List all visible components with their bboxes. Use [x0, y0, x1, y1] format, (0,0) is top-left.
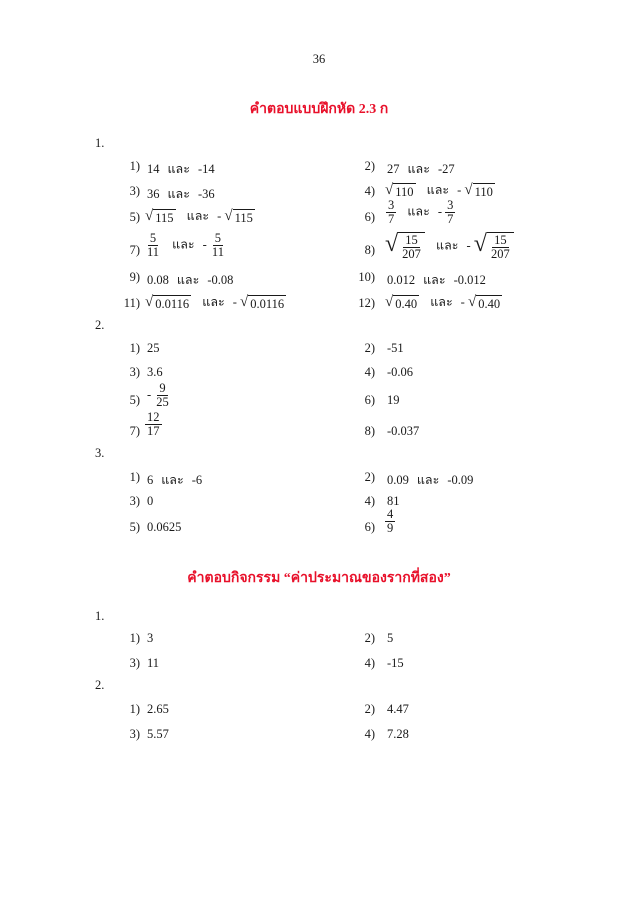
item-number: 2) [364, 470, 375, 484]
item-number: 3) [129, 365, 140, 379]
item-number: 9) [129, 270, 140, 284]
answer-value: √ 0.0116 และ - √ 0.0116 [145, 293, 285, 311]
answer-value: $\frac{3}{7}$ และ - $\frac{3}{7}$ [388, 198, 454, 227]
item-number: 2) [364, 159, 375, 173]
answer-value: √ 115 และ - √ 115 [145, 207, 253, 225]
item-number: 4) [364, 365, 375, 379]
square-root-sign: √ $\frac{15}{207}$ [385, 232, 425, 261]
item-number: 4) [364, 184, 375, 198]
answer-value: √ $\frac{15}{207}$ และ - √ $\frac{15}{207}$ [385, 232, 514, 261]
page-number: 36 [312, 52, 326, 66]
item-number: 10) [358, 270, 375, 284]
square-root-sign: √ 0.0116 [240, 293, 285, 311]
answer-value: 3 [147, 631, 154, 645]
item-number: 6) [364, 393, 375, 407]
answer-value: 0.0625 [147, 520, 182, 534]
question-label: 3. [95, 446, 105, 460]
answer-value: 6 และ -6 [147, 473, 203, 487]
item-number: 2) [364, 341, 375, 355]
item-number: 8) [364, 243, 375, 257]
item-number: 5) [129, 210, 140, 224]
item-number: 3) [129, 727, 140, 741]
section-title-activity: คำตอบกิจกรรม “ค่าประมาณของรากที่สอง” [187, 571, 451, 586]
answer-value: -15 [387, 656, 404, 670]
square-root-sign: √ 110 [385, 181, 414, 199]
item-number: 8) [364, 424, 375, 438]
answer-value: 7.28 [387, 727, 409, 741]
answer-value: 4.47 [387, 702, 409, 716]
item-number: 11) [123, 296, 140, 310]
answer-value: √ 110 และ - √ 110 [385, 181, 493, 199]
answer-value: 19 [387, 393, 400, 407]
answer-value: 0.09 และ -0.09 [387, 473, 474, 487]
square-root-sign: √ $\frac{15}{207}$ [474, 232, 514, 261]
answer-value: 2.65 [147, 702, 169, 716]
square-root-sign: √ 0.40 [385, 293, 418, 311]
item-number: 1) [129, 341, 140, 355]
answer-value: 3.6 [147, 365, 163, 379]
question-label: 1. [95, 136, 105, 150]
item-number: 2) [364, 702, 375, 716]
item-number: 1) [129, 631, 140, 645]
answer-value: 5 [387, 631, 394, 645]
answer-value: 14 และ -14 [147, 162, 215, 176]
answer-value: $\frac{4}{9}$ [387, 507, 394, 536]
answer-value: √ 0.40 และ - √ 0.40 [385, 293, 501, 311]
square-root-sign: √ 115 [145, 207, 174, 225]
answer-value: 25 [147, 341, 160, 355]
item-number: 6) [364, 210, 375, 224]
answer-value: 0.08 และ -0.08 [147, 273, 234, 287]
item-number: 4) [364, 494, 375, 508]
answer-value: $\frac{5}{11}$ และ - $\frac{5}{11}$ [147, 231, 224, 260]
answer-value: 0 [147, 494, 154, 508]
item-number: 3) [129, 656, 140, 670]
answer-value: 27 และ -27 [387, 162, 455, 176]
answer-value: 36 และ -36 [147, 187, 215, 201]
answer-value: 5.57 [147, 727, 169, 741]
answer-value: 0.012 และ -0.012 [387, 273, 486, 287]
question-label: 2. [95, 318, 105, 332]
answer-value: 11 [147, 656, 160, 670]
question-label: 1. [95, 609, 105, 623]
item-number: 4) [364, 727, 375, 741]
answer-value: - $\frac{9}{25}$ [147, 381, 169, 410]
answer-value: -0.037 [387, 424, 420, 438]
answer-value: -0.06 [387, 365, 414, 379]
item-number: 7) [129, 424, 140, 438]
section-title-exercise: คำตอบแบบฝึกหัด 2.3 ก [249, 102, 389, 117]
square-root-sign: √ 110 [464, 181, 493, 199]
item-number: 6) [364, 520, 375, 534]
question-label: 2. [95, 678, 105, 692]
square-root-sign: √ 0.0116 [145, 293, 190, 311]
item-number: 5) [129, 520, 140, 534]
item-number: 3) [129, 184, 140, 198]
square-root-sign: √ 115 [224, 207, 253, 225]
answer-value: -51 [387, 341, 404, 355]
item-number: 1) [129, 470, 140, 484]
item-number: 1) [129, 159, 140, 173]
item-number: 1) [129, 702, 140, 716]
square-root-sign: √ 0.40 [467, 293, 501, 311]
answer-value: $\frac{12}{17}$ [147, 410, 160, 439]
answer-value: 81 [387, 494, 400, 508]
item-number: 3) [129, 494, 140, 508]
item-number: 5) [129, 393, 140, 407]
item-number: 2) [364, 631, 375, 645]
item-number: 7) [129, 243, 140, 257]
item-number: 4) [364, 656, 375, 670]
item-number: 12) [358, 296, 375, 310]
